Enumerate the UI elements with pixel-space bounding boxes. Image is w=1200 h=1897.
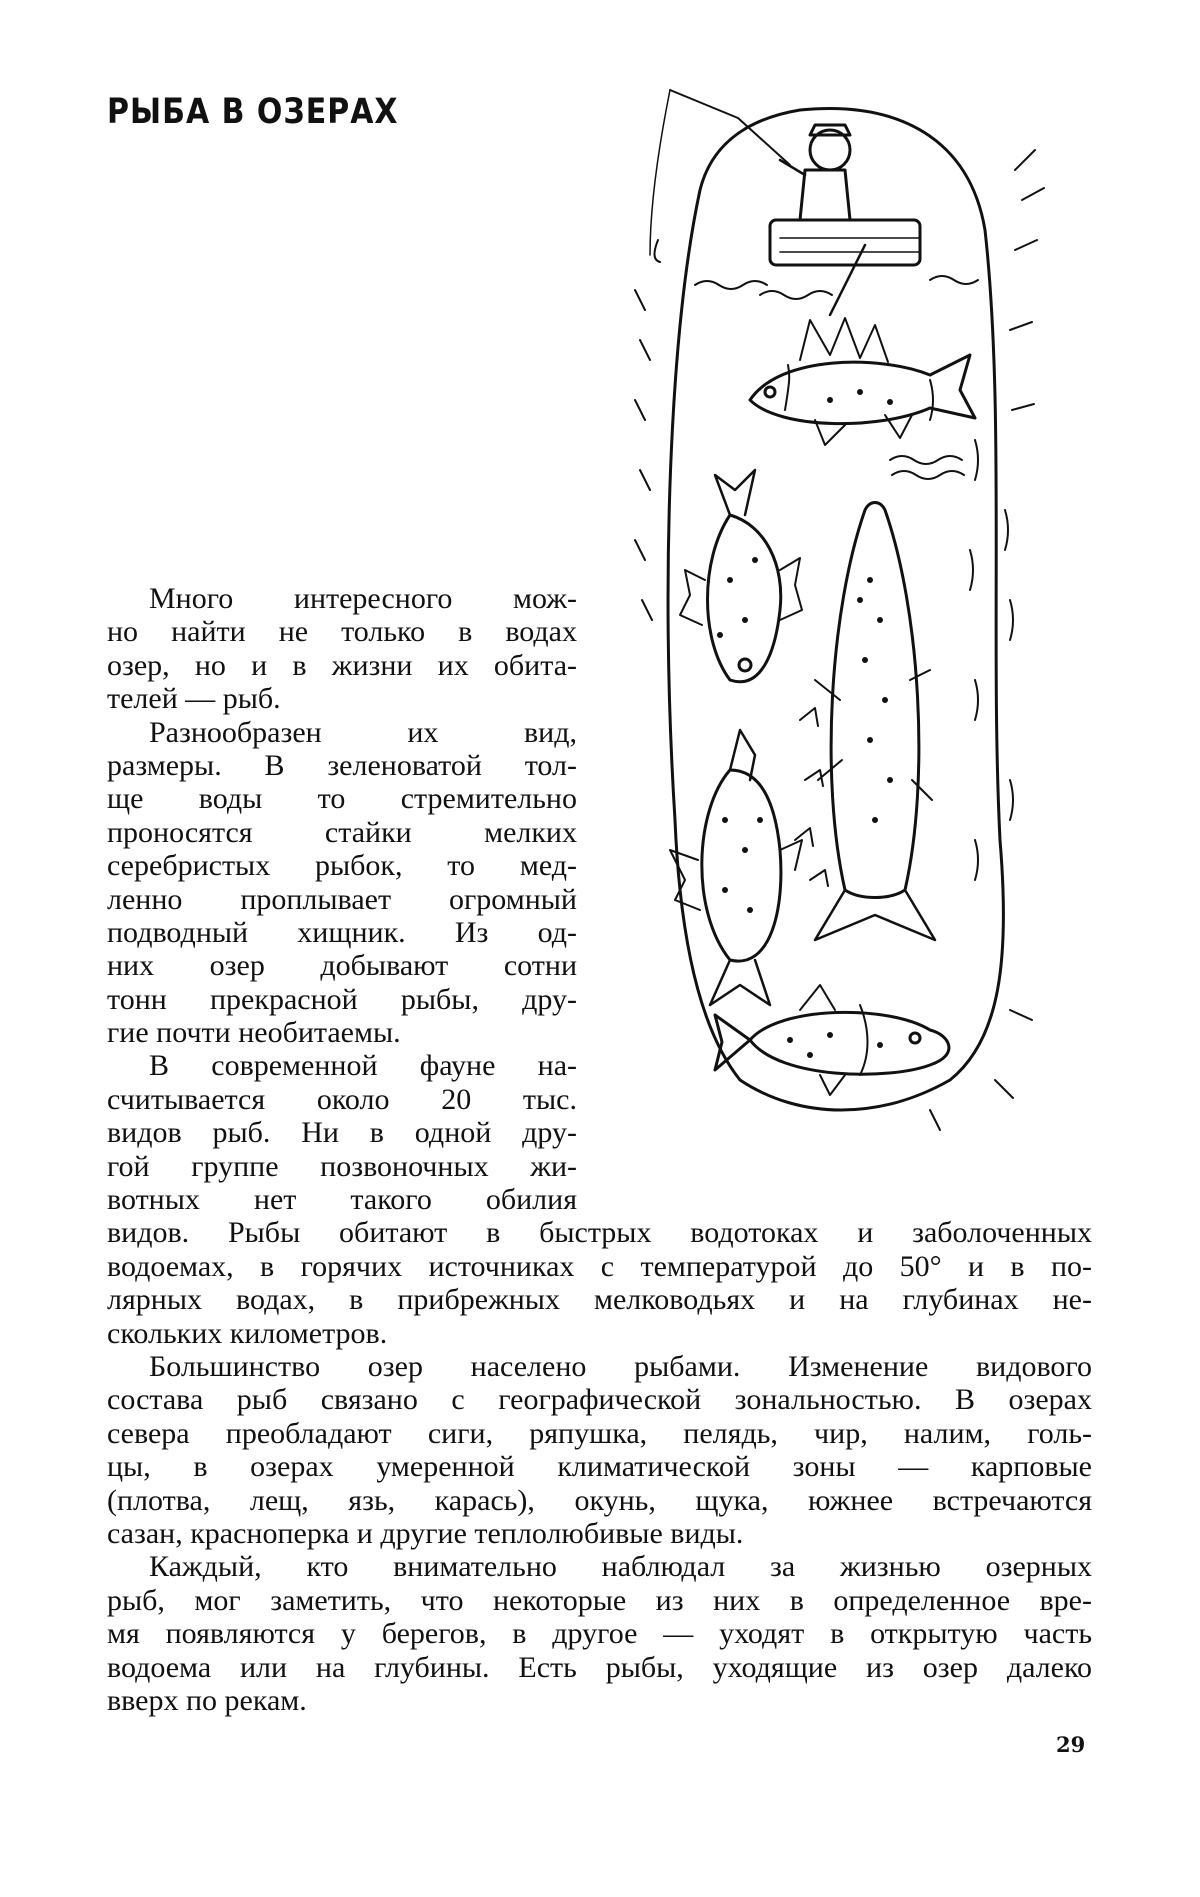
text-line: мя появляются у берегов, в другое — уходят в открытую часть xyxy=(107,1617,1092,1651)
text-line: озер, но и в жизни их обита- xyxy=(107,648,577,682)
text-line: гие почти необитаемы. xyxy=(107,1016,401,1050)
text-line: размеры. В зеленоватой тол- xyxy=(107,748,577,782)
text-line: проносятся стайки мелких xyxy=(107,815,577,849)
text-line: вотных нет такого обилия xyxy=(107,1183,577,1217)
text-line: видов рыб. Ни в одной дру- xyxy=(107,1116,577,1150)
text-line: водоемах, в горячих источниках с температурой до 50° и в по- xyxy=(107,1249,1092,1283)
text-line: подводный хищник. Из од- xyxy=(107,915,577,949)
text-line: Каждый, кто внимательно наблюдал за жизнью озерных xyxy=(149,1550,1092,1584)
text-line: серебристых рыбок, то мед- xyxy=(107,849,577,883)
body-text xyxy=(107,0,1092,1717)
text-line: скольких километров. xyxy=(107,1316,388,1350)
text-line: ще воды то стремительно xyxy=(107,782,577,816)
text-line: телей — рыб. xyxy=(107,682,281,716)
text-line: Большинство озер населено рыбами. Изменение видового xyxy=(149,1349,1092,1383)
text-line: водоема или на глубины. Есть рыбы, уходящие из озер далеко xyxy=(107,1650,1092,1684)
text-line: состава рыб связано с географической зональностью. В озерах xyxy=(107,1383,1092,1417)
text-line: В современной фауне на- xyxy=(149,1049,577,1083)
page-number: 29 xyxy=(1056,1732,1086,1757)
text-line: них озер добывают сотни xyxy=(107,949,577,983)
text-line: Много интересного мож- xyxy=(149,582,577,615)
text-line: гой группе позвоночных жи- xyxy=(107,1149,577,1183)
text-line: считывается около 20 тыс. xyxy=(107,1082,577,1116)
text-line: но найти не только в водах xyxy=(107,615,577,649)
text-line: тонн прекрасной рыбы, дру- xyxy=(107,982,577,1016)
text-line: ленно проплывает огромный xyxy=(107,882,577,916)
text-line: Разнообразен их вид, xyxy=(149,715,577,749)
text-line: вверх по рекам. xyxy=(107,1683,307,1717)
text-line: цы, в озерах умеренной климатической зоны — карповые xyxy=(107,1450,1092,1484)
text-line: рыб, мог заметить, что некоторые из них в определенное вре- xyxy=(107,1583,1092,1617)
text-line: севера преобладают сиги, ряпушка, пелядь, чир, налим, голь- xyxy=(107,1416,1092,1450)
text-column-narrow xyxy=(107,582,577,1216)
text-line: (плотва, лещ, язь, карась), окунь, щука, южнее встречаются xyxy=(107,1483,1092,1517)
text-line: лярных водах, в прибрежных мелководьях и на глубинах не- xyxy=(107,1283,1092,1317)
chapter-heading: РЫБА В ОЗЕРАХ xyxy=(107,92,399,133)
text-column-full xyxy=(107,1216,1092,1717)
text-line: видов. Рыбы обитают в быстрых водотоках и заболоченных xyxy=(107,1216,1092,1250)
text-line: сазан, красноперка и другие теплолюбивые виды. xyxy=(107,1516,744,1550)
